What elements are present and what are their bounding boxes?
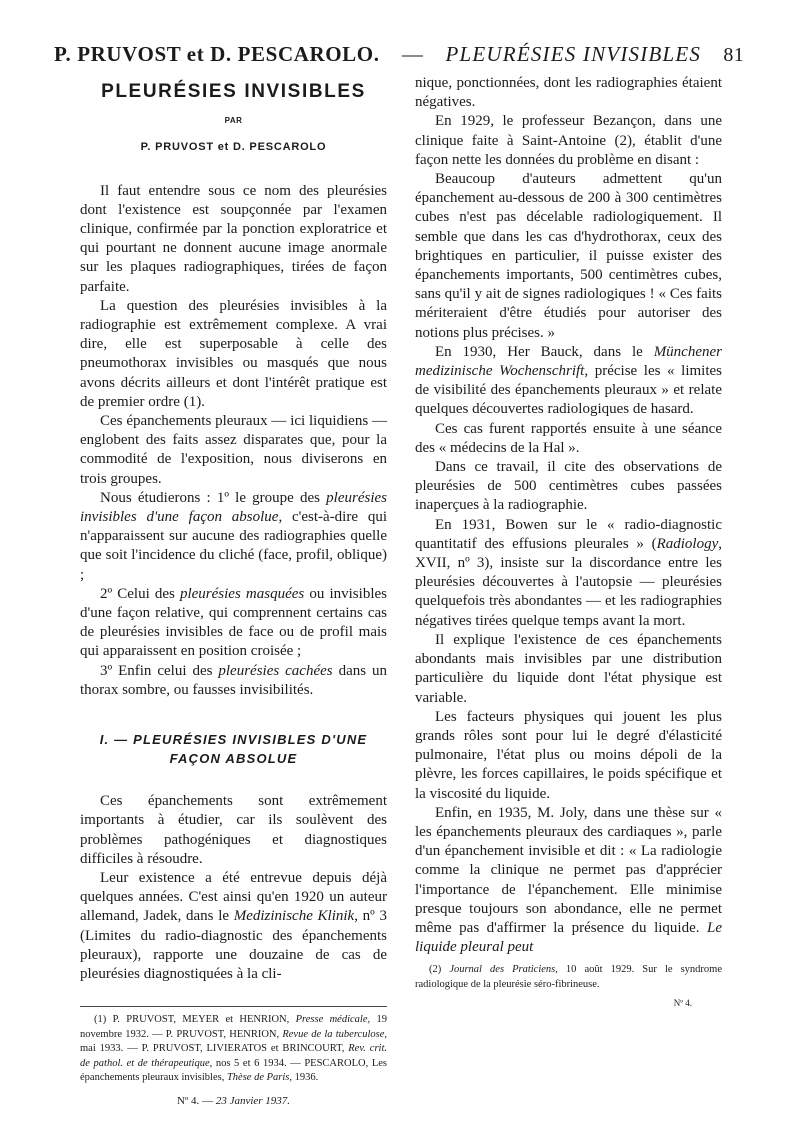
running-head-title: PLEURÉSIES INVISIBLES: [445, 42, 702, 66]
paragraph: En 1930, Her Bauck, dans le Münchener medizinische Wochenschrift, précise les « limites de visibilité des épanchements pleuraux » et relate quelques découvertes radiologiques de hasard.: [415, 343, 722, 418]
paragraph: 2º Celui des pleurésies masquées ou invisibles d'une façon relative, qui comprennent certains cas de pleurésies invisibles de face ou de profil mais qui apparaissent en position croisée ;: [80, 585, 387, 660]
paragraph: Ces cas furent rapportés ensuite à une séance des « médecins de la Hal ».: [415, 420, 722, 456]
paragraph: En 1929, le professeur Bezançon, dans une clinique faite à Saint-Antoine (2), établit d'une façon nette les données du problème en disant :: [415, 113, 722, 168]
right-column: [415, 74, 722, 1014]
paragraph: Ces épanchements pleuraux — ici liquidiens — englobent des faits assez disparates que, pour la commodité de l'exposition, nous diviserons en trois groupes.: [80, 413, 387, 487]
running-head-dash: —: [401, 42, 424, 66]
paragraph: Leur existence a été entrevue depuis déjà quelques années. C'est ainsi qu'en 1920 un auteur allemand, Jadek, dans le Medizinische Klinik, nº 3 (Limites du radio-diagnostic des épanchements pleuraux), rapporte une douzaine de cas de pleurésies diagnostiquées à la cli-: [80, 869, 388, 982]
paragraph: Enfin, en 1935, M. Joly, dans une thèse sur « les épanchements pleuraux des cardiaques », parle d'un épanchement invisible et dit : « La radiologie comme la clinique ne permet pas d'apprécier l'importance de l'épanchement. Elle minimise presque toujours son abondance, elle ne permet même pas d'affirmer la présence du liquide. Le liquide pleural peut: [415, 804, 722, 956]
article-title: PLEURÉSIES INVISIBLES: [101, 81, 366, 102]
paragraph: Il faut entendre sous ce nom des pleurésies dont l'existence est soupçonnée par l'examen clinique, confirmée par la ponction exploratrice et qui pourtant ne donnent aucune image anormale sur les plaques radiographiques, tirées de façon parfaite.: [80, 182, 387, 295]
paragraph: Nous étudierons : 1º le groupe des pleurésies invisibles d'une façon absolue, c'est-à-dire qui n'apparaissent sur aucune des radiographies quelle que soit l'incidence du cliché (face, profil, oblique) ;: [80, 489, 387, 583]
paragraph: La question des pleurésies invisibles à la radiographie est extrêmement complexe. A vrai dire, elle est superposable à celle des pneumothorax invisibles ou masqués que nous avons décrits ailleurs et dont l'intérêt pratique est de premier ordre (1).: [80, 297, 387, 410]
paragraph: nique, ponctionnées, dont les radiographies étaient négatives.: [415, 75, 722, 111]
article-byline: P. PRUVOST et D. PESCAROLO: [140, 141, 327, 154]
page-number: 81: [723, 44, 744, 66]
running-head: [54, 42, 744, 67]
paragraph: Beaucoup d'auteurs admettent qu'un épanchement au-dessous de 200 à 300 centimètres cubes n'est pas décelable radiologiquement. Il semble que dans les cas d'hydrothorax, ceux des brightiques en particulier, il puisse exister des épanchements importants, 500 centimètres cubes, sans qu'il y ait de signes radiologiques ! « Ces faits mériteraient d'être étudiés pour autoriser des notions plus précises. »: [415, 171, 722, 341]
paragraph: Il explique l'existence de ces épanchements abondants mais invisibles par une distribution particulière du liquide dont l'état physique est variable.: [415, 631, 722, 706]
paragraph: En 1931, Bowen sur le « radio-diagnostic quantitatif des effusions pleurales » (Radiology, XVII, nº 3), insiste sur la discordance entre les pleurésies découvertes à l'autopsie — pleurésies quelquefois très abondantes — et les radiographies négatives tirées quelque temps avant la mort.: [415, 516, 722, 629]
paragraph: Les facteurs physiques qui jouent les plus grands rôles sont pour lui le degré d'élasticité pulmonaire, l'état plus ou moins dépoli de la plèvre, les forces capillaires, le poids spécifique et la viscosité du liquide.: [415, 708, 722, 802]
footnote-2: (2) Journal des Praticiens, 10 août 1929. Sur le syndrome radiologique de la pleurésie séro-fibrineuse.: [415, 964, 722, 990]
paragraph: Ces épanchements sont extrêmement importants à étudier, car ils soulèvent des problèmes pathogéniques et diagnostiques difficiles à résoudre.: [80, 793, 387, 867]
footnote-1: (1) P. PRUVOST, MEYER et HENRION, Presse médicale, 19 novembre 1932. — P. PRUVOST, HENRION, Revue de la tuberculose, mai 1933. — P. PRUVOST, LIVIERATOS et BRINCOURT, Rev. crit. de pathol. et de thérapeutique, nos 5 et 6 1934. — PESCAROLO, Les épanchements pleuraux invisibles, Thèse de Paris, 1936.: [80, 1006, 387, 1086]
section-heading: I. — PLEURÉSIES INVISIBLES D'UNE FAÇON ABSOLUE: [99, 732, 368, 767]
article-par: PAR: [224, 116, 243, 126]
running-head-authors: P. PRUVOST et D. PESCAROLO.: [54, 42, 380, 66]
issue-footer: Nº 4. — 23 Janvier 1937.: [176, 1094, 291, 1107]
left-column: [80, 74, 387, 1111]
issue-number-right: Nº 4.: [673, 998, 692, 1009]
paragraph: Dans ce travail, il cite des observations de pleurésies de 500 centimètres cubes passées inaperçues à la radiographie.: [415, 459, 722, 514]
paragraph: 3º Enfin celui des pleurésies cachées dans un thorax sombre, ou fausses invisibilités.: [80, 662, 387, 698]
